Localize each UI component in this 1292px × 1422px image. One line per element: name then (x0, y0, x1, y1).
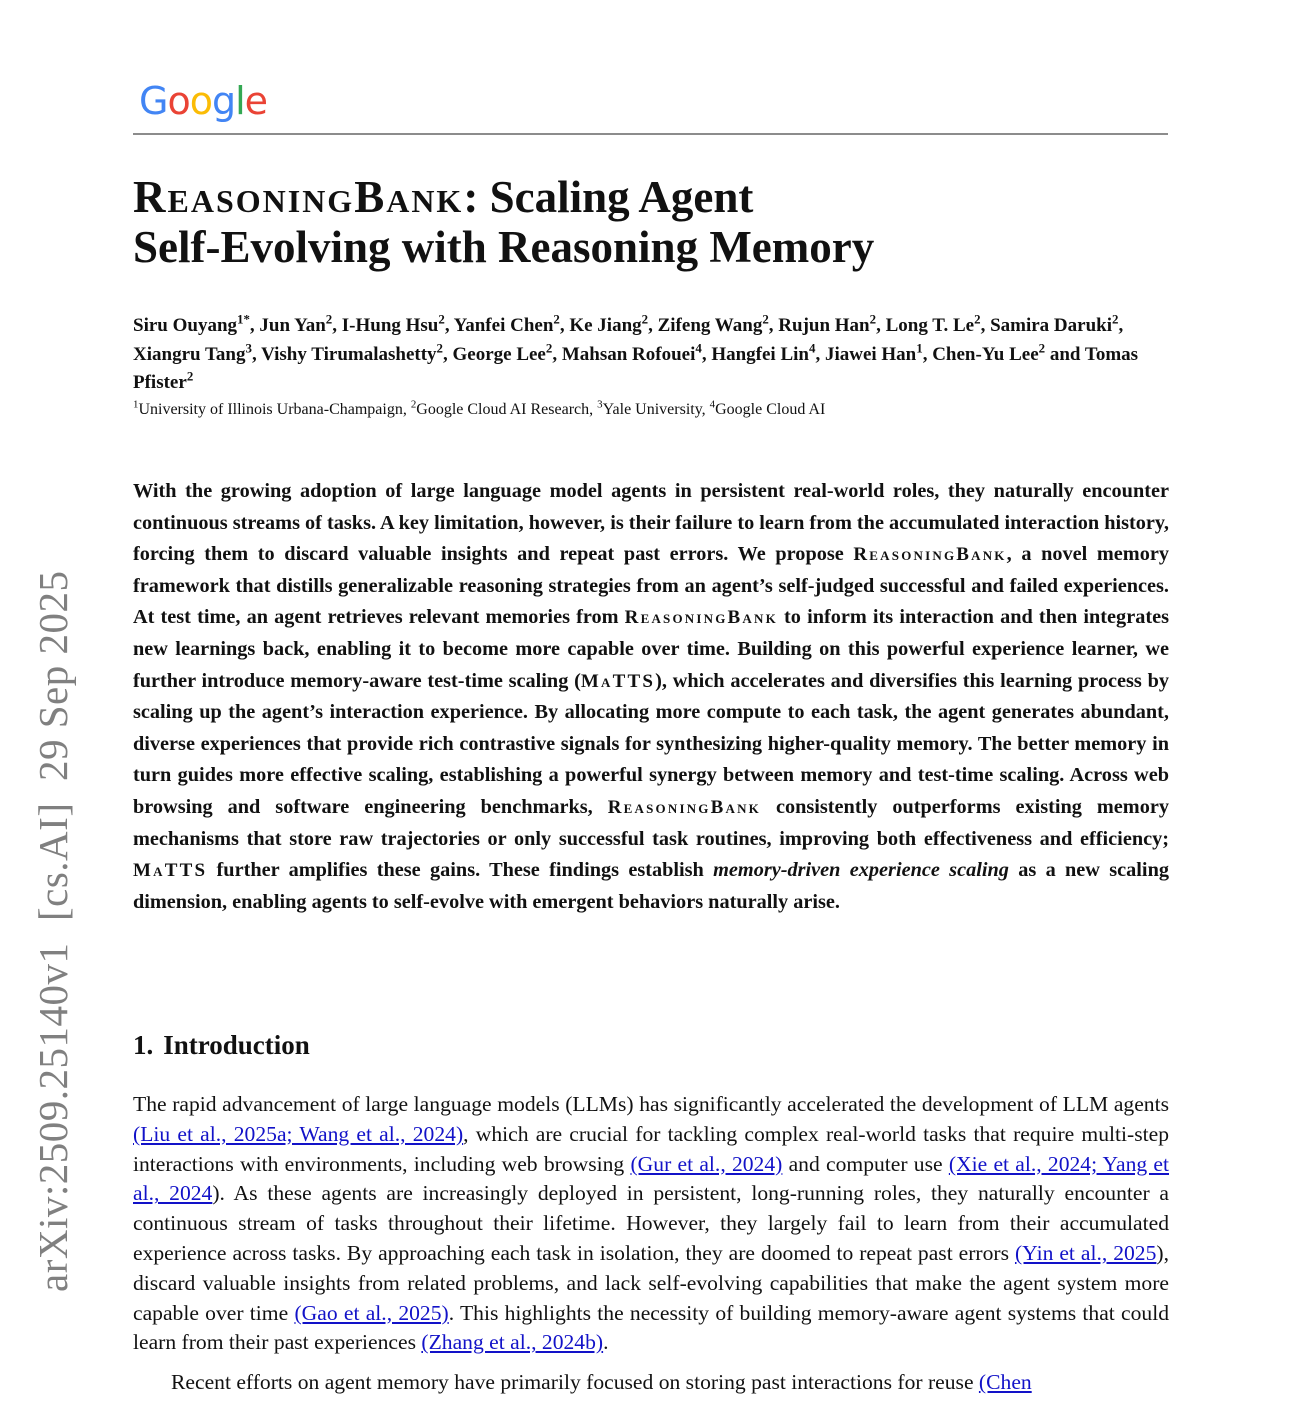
logo-letter: g (211, 79, 236, 123)
abstract-text: to inform its interaction and then integrates new learnings back, enabling it to become more capable over time. Building on this powerful experience learner, we further introduce memory-aware test-time scaling ( (133, 606, 1169, 692)
body-text: , which are crucial for tackling complex real-world tasks that require multi-step interactions with environments, including web browsing (133, 1121, 1169, 1176)
author-affiliation-marker: 2 (436, 340, 443, 356)
body-text: and computer use (782, 1151, 949, 1176)
body-text: . This highlights the necessity of building memory-aware agent systems that could learn from their past experiences (133, 1300, 1170, 1355)
affiliation-marker: 2 (410, 398, 417, 411)
author-affiliation-marker: 2 (1112, 311, 1119, 327)
author-affiliation-marker: 4 (695, 340, 702, 356)
title-line1-rest: : Scaling Agent (463, 172, 754, 222)
citation-link[interactable]: (Gur et al., 2024) (630, 1151, 783, 1176)
logo-letter: o (167, 79, 190, 123)
author-name: Long T. Le (885, 315, 975, 336)
section-heading-introduction (133, 1030, 310, 1061)
header-rule (133, 133, 1168, 135)
author-affiliation-marker: 2 (438, 311, 445, 327)
section-number: 1. (133, 1030, 154, 1060)
abstract-text: , a novel memory framework that distills generalizable reasoning strategies from an agent’s self-judged successful and failed experiences. At test time, an agent retrieves relevant memories from (133, 543, 1169, 629)
body-text: ), discard valuable insights from related problems, and lack self-evolving capabilities that make the agent system more capable over time (133, 1240, 1169, 1325)
body-text: ). As these agents are increasingly deployed in persistent, long-running roles, they naturally encounter a continuous stream of tasks throughout their lifetime. However, they largely fail to learn from their accumulated experience across tasks. By approaching each task in isolation, they are doomed to repeat past errors (133, 1181, 1170, 1265)
author-list: Siru Ouyang$^{1*}$, Jun Yan$^2$, I-Hung Hsu$^2$, Yanfei Chen$^2$, Ke Jiang$^2$, Zifeng Wang$^2$, Rujun Han$^2$, Long T. Le$^2$, Samira Daruki$^2$, Xiangru Tang$^3$, Vishy Tirumalashetty$^2$, George Lee$^2$, Mahsan Rofouei$^4$, Hangfei Lin$^4$, Jiawei Han$^1$, Chen-Yu Lee$^2$ and Tomas Pfister$^2$ (133, 311, 1139, 393)
author-affiliation-marker: 2 (762, 311, 769, 327)
arxiv-category: [cs.AI] (30, 802, 76, 921)
affiliation-marker: 4 (709, 398, 716, 411)
author-affiliation-marker: 2 (545, 340, 553, 356)
abstract-emphasis: memory-driven experience scaling (713, 859, 1009, 882)
logo-letter: G (139, 79, 168, 123)
author-affiliation-marker: 1* (237, 311, 250, 327)
author-affiliation-marker: 2 (325, 311, 333, 327)
system-name: ReasoningBank (624, 607, 778, 629)
intro-paragraph-1 (133, 1090, 1169, 1358)
author-name: Mahsan Rofouei (561, 343, 696, 365)
body-text: . (603, 1330, 609, 1355)
system-name: ReasoningBank (607, 796, 761, 818)
affiliation-name: Google Cloud AI Research (416, 401, 590, 418)
citation-link[interactable]: (Chen (978, 1370, 1032, 1395)
affiliation-name: Yale University (602, 401, 702, 418)
body-text: Recent efforts on agent memory have primarily focused on storing past interactions for reuse (171, 1370, 979, 1395)
author-name: Yanfei Chen (453, 315, 554, 336)
abstract-text: as a new scaling dimension, enabling agents to self-evolve with emergent behaviors naturally arise. (133, 859, 1169, 913)
author-affiliation-marker: 2 (553, 311, 560, 327)
citation-link[interactable]: (Xie et al., 2024; Yang et al., 2024 (133, 1151, 1169, 1206)
author-name: George Lee (452, 343, 546, 365)
author-name: Hangfei Lin (711, 343, 809, 365)
author-affiliation-marker: 2 (1038, 340, 1046, 356)
paper-title (133, 172, 1173, 272)
system-name (133, 172, 463, 222)
author-name: Ke Jiang (569, 315, 642, 336)
introduction-body (133, 1090, 1169, 1398)
abstract-text: consistently outperforms existing memory mechanisms that store raw trajectories or only successful task routines, improving both effectiveness and efficiency; (133, 795, 1169, 850)
abstract (133, 476, 1169, 918)
author-name: Xiangru Tang (133, 343, 246, 365)
citation-link[interactable]: (Yin et al., 2025 (1014, 1240, 1157, 1265)
intro-paragraph-2 (133, 1368, 1169, 1398)
abstract-text: With the growing adoption of large language model agents in persistent real-world roles, they naturally encounter continuous streams of tasks. A key limitation, however, is their failure to learn from the accumulated interaction history, forcing them to discard valuable insights and repeat past errors. We propose (133, 480, 1169, 566)
author-affiliation-marker: 2 (186, 368, 194, 384)
author-affiliation-marker: 2 (974, 311, 981, 327)
author-affiliation-marker: 3 (245, 340, 252, 356)
section-title: Introduction (163, 1030, 310, 1060)
author-affiliation-marker: 1 (916, 340, 923, 356)
affiliation-marker: 3 (597, 398, 603, 411)
affiliation-marker: 1 (133, 398, 139, 411)
arxiv-id: arXiv:2509.25140v1 (30, 942, 76, 1292)
author-name: Vishy Tirumalashetty (261, 343, 437, 365)
author-name: Rujun Han (778, 315, 870, 336)
author-name: Siru Ouyang (133, 315, 238, 336)
abstract-text: further amplifies these gains. These findings establish (207, 859, 714, 882)
citation-link[interactable]: (Gao et al., 2025) (294, 1300, 449, 1325)
author-affiliation-marker: 2 (869, 311, 877, 327)
logo-letter: o (189, 79, 212, 123)
author-name: Samira Daruki (990, 315, 1112, 336)
system-name-part: Reasoning (133, 172, 355, 222)
author-name: I-Hung Hsu (341, 315, 439, 336)
matts-name: MaTTS (133, 860, 208, 882)
google-logo (139, 79, 268, 123)
logo-letter: l (235, 79, 245, 123)
author-joiner: and (1045, 343, 1085, 365)
system-name-part: Bank (354, 172, 464, 222)
author-name: Jun Yan (259, 315, 326, 336)
author-affiliation-marker: 2 (641, 311, 649, 327)
matts-name: MaTTS (580, 670, 656, 692)
body-text: The rapid advancement of large language models (LLMs) has significantly accelerated the development of LLM agents (133, 1092, 1169, 1116)
arxiv-date: 29 Sep 2025 (30, 570, 76, 782)
arxiv-stamp (30, 570, 76, 1292)
system-name: ReasoningBank (853, 544, 1007, 566)
affiliation-name: Google Cloud AI (715, 401, 826, 418)
affiliations: $^1$University of Illinois Urbana-Champaign, $^2$Google Cloud AI Research, $^3$Yale University, $^4$Google Cloud AI (133, 398, 826, 418)
author-name: Jiawei Han (824, 343, 917, 365)
citation-link[interactable]: (Liu et al., 2025a; Wang et al., 2024) (133, 1121, 464, 1146)
author-affiliation-marker: 4 (808, 340, 816, 356)
affiliation-name: University of Illinois Urbana-Champaign (138, 401, 403, 418)
author-name: Chen-Yu Lee (932, 343, 1039, 365)
citation-link[interactable]: (Zhang et al., 2024b) (421, 1330, 604, 1355)
author-name: Zifeng Wang (657, 315, 763, 336)
title-line2: Self-Evolving with Reasoning Memory (133, 222, 875, 272)
abstract-text: ), which accelerates and diversifies this learning process by scaling up the agent’s interaction experience. By allocating more compute to each task, the agent generates abundant, diverse experiences that provide rich contrastive signals for synthesizing higher-quality memory. The better memory in turn guides more effective scaling, establishing a powerful synergy between memory and test-time scaling. Across web browsing and software engineering benchmarks, (133, 669, 1170, 818)
author-name: Tomas Pfister (133, 343, 1139, 393)
logo-letter: e (244, 79, 268, 123)
